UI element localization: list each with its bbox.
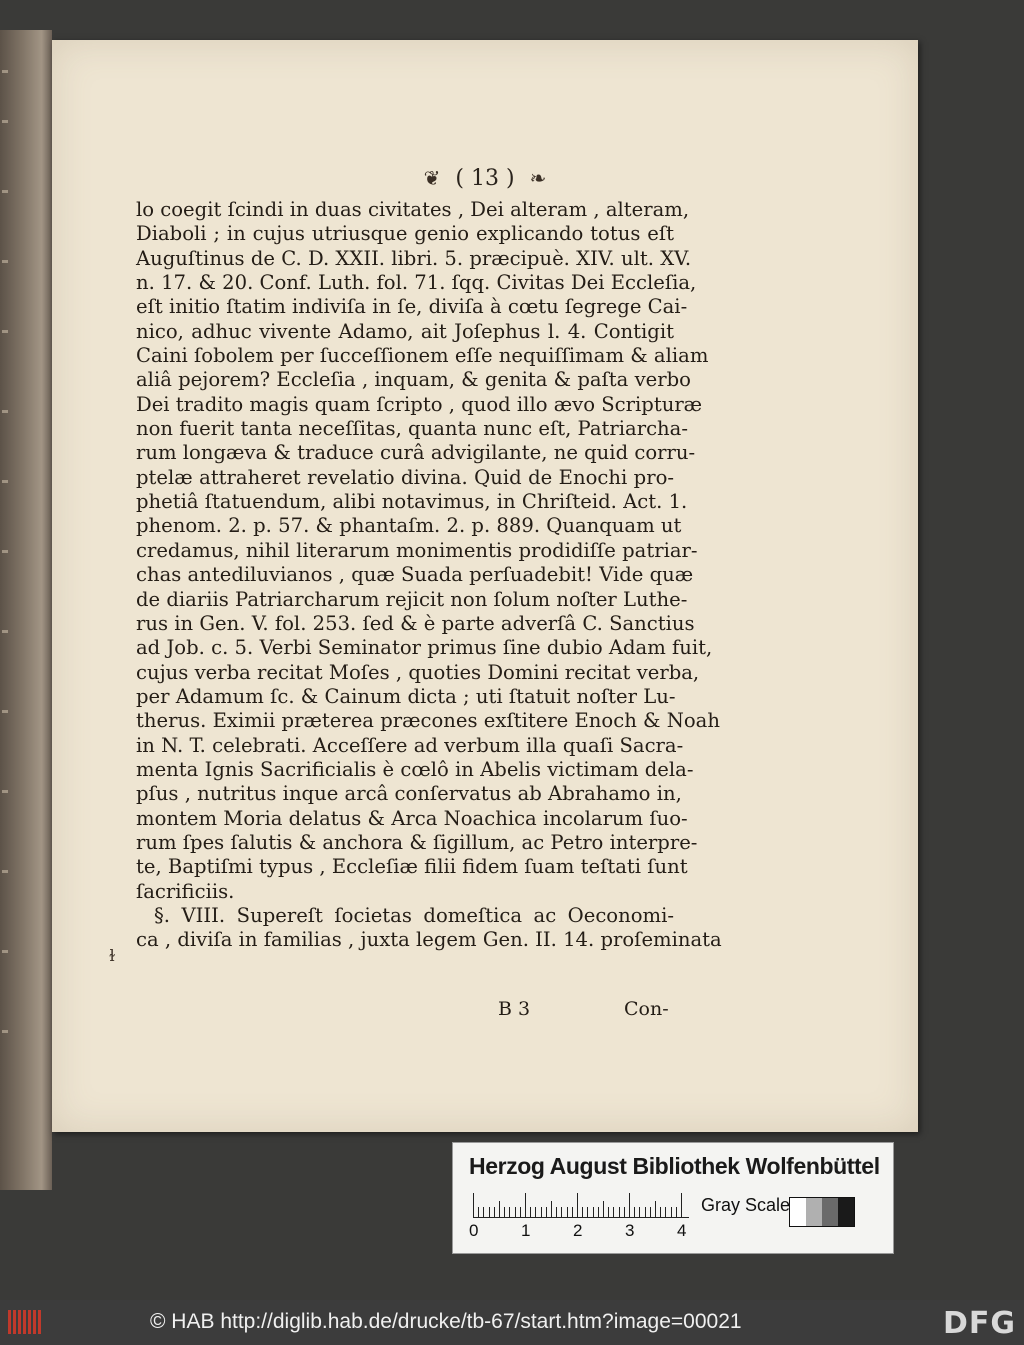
gray-scale-label: Gray Scale [701,1195,791,1215]
text-line: pſus , nutritus inque arcâ conſervatus ab Abrahamo in, [136,782,682,806]
library-name: Herzog August Bibliothek Wolfenbüttel [469,1153,880,1179]
gray-swatch-cell [806,1198,822,1226]
text-line: Dei tradito magis quam ſcripto , quod illo ævo Scripturæ [136,392,703,416]
left-ornament-icon: ❦ [423,166,441,190]
catchword: Con- [624,998,669,1020]
text-line: de diariis Patriarcharum rejicit non ſolum noſter Luthe- [136,587,688,611]
page-number: ( 13 ) [455,166,515,191]
ruler-tick [515,1207,516,1217]
text-line: Caini ſobolem per ſucceſſionem eſſe nequiſſimam & aliam [136,344,709,368]
ruler-tick [483,1207,484,1217]
text-line: Diaboli ; in cujus utriusque genio explicando totus eſt [136,222,674,246]
text-line: rum longæva & traduce curâ advigilante, ne quid corru- [136,441,696,465]
text-line: ad Job. c. 5. Verbi Seminator primus ſine dubio Adam fuit, [136,636,713,660]
ruler-tick [582,1207,583,1217]
ruler-tick [509,1207,510,1217]
ruler-tick [577,1193,578,1217]
ruler [473,1193,689,1218]
text-line: eſt initio ſtatim indiviſa in ſe, diviſa à cœtu ſegrege Cai- [136,295,688,319]
ruler-tick [608,1207,609,1217]
ruler-tick [541,1207,542,1217]
text-line: credamus, nihil literarum monimentis prodidiſſe patriar- [136,538,698,562]
ruler-tick [671,1207,672,1217]
ruler-tick [556,1207,557,1217]
copyright-url: © HAB http://diglib.hab.de/drucke/tb-67/start.htm?image=00021 [150,1310,742,1333]
ruler-tick [561,1207,562,1217]
text-line: te, Baptiſmi typus , Eccleſiæ filii fidem ſuam teſtati ſunt [136,855,688,879]
ruler-tick [619,1207,620,1217]
signature-mark: B 3 [498,998,531,1020]
text-line: nico, adhuc vivente Adamo, ait Joſephus l. 4. Contigit [136,319,674,343]
previous-page-edge [0,30,52,1190]
text-line: aliâ pejorem? Eccleſia , inquam, & genita & paſta verbo [136,368,691,392]
text-line: ptelæ attraheret revelatio divina. Quid de Enochi pro- [136,465,674,489]
ruler-tick [551,1201,552,1217]
text-line: therus. Eximii præterea præcones exſtitere Enoch & Noah [136,709,720,733]
gray-scale-swatch [789,1197,855,1227]
gray-swatch-cell [822,1198,838,1226]
text-line: non fuerit tanta neceſſitas, quanta nunc eſt, Patriarcha- [136,417,688,441]
ruler-tick [567,1207,568,1217]
ruler-tick [681,1193,682,1217]
ruler-tick [535,1207,536,1217]
ruler-tick [587,1207,588,1217]
text-line: rum ſpes ſalutis & anchora & ſigillum, ac Petro interpre- [136,830,698,854]
text-line: §. VIII. Supereſt ſocietas domeſtica ac Oeconomi- [154,903,674,927]
ruler-number: 1 [521,1221,531,1240]
text-line: Auguſtinus de C. D. XXII. libri. 5. præcipuè. XIV. ult. XV. [136,246,692,270]
ruler-tick [499,1201,500,1217]
text-line: phenom. 2. p. 57. & phantaſm. 2. p. 889. Quanquam ut [136,514,682,538]
ruler-tick [645,1207,646,1217]
gray-swatch-cell [838,1198,854,1226]
text-line: n. 17. & 20. Conf. Luth. fol. 71. ſqq. Civitas Dei Eccleſia, [136,271,697,295]
ruler-tick [473,1193,474,1217]
ruler-tick [525,1193,526,1217]
body-text [136,198,722,953]
page-header [52,166,918,191]
text-line: lo coegit ſcindi in duas civitates , Dei alteram , alteram, [136,198,690,221]
ruler-tick [660,1207,661,1217]
text-line: ſacrificiis. [136,879,235,903]
text-line: cujus verba recitat Moſes , quoties Domini recitat verba, [136,660,700,684]
text-line: phetiâ ſtatuendum, alibi notavimus, in Chriſteid. Act. 1. [136,490,688,514]
color-scale-card [452,1142,894,1254]
ruler-tick [530,1207,531,1217]
ruler-number: 2 [573,1221,583,1240]
ruler-tick [593,1207,594,1217]
scanned-page [52,40,918,1132]
ruler-tick [478,1207,479,1217]
text-line: rus in Gen. V. fol. 253. ſed & è parte adverſâ C. Sanctius [136,611,695,635]
ruler-tick [624,1207,625,1217]
ruler-number: 3 [625,1221,635,1240]
ruler-tick [520,1207,521,1217]
margin-mark: ɫ [109,946,116,965]
ruler-tick [650,1207,651,1217]
ruler-tick [546,1207,547,1217]
ruler-tick [634,1207,635,1217]
text-line: in N. T. celebrati. Acceſſere ad verbum illa quaſi Sacra- [136,733,684,757]
footer-bar [0,1300,1024,1345]
ruler-tick [613,1207,614,1217]
ruler-tick [603,1201,604,1217]
text-line: chas antediluvianos , quæ Suada perſuadebit! Vide quæ [136,563,694,587]
ruler-tick [494,1207,495,1217]
ruler-tick [676,1207,677,1217]
ruler-tick [655,1201,656,1217]
ruler-tick [489,1207,490,1217]
ruler-tick [665,1207,666,1217]
right-ornament-icon: ❧ [529,166,547,190]
dfg-logo: DFG [942,1306,1016,1341]
ruler-tick [629,1193,630,1217]
ruler-tick [572,1207,573,1217]
hab-barcode-icon [8,1310,42,1334]
ruler-number: 4 [677,1221,687,1240]
text-line: ca , diviſa in familias , juxta legem Gen. II. 14. proſeminata [136,928,722,952]
ruler-tick [639,1207,640,1217]
ruler-tick [598,1207,599,1217]
text-line: menta Ignis Sacrificialis è cœlô in Abelis victimam dela- [136,757,694,781]
text-line: per Adamum ſc. & Cainum dicta ; uti ſtatuit noſter Lu- [136,684,676,708]
gray-swatch-cell [790,1198,806,1226]
ruler-number: 0 [469,1221,479,1240]
ruler-tick [504,1207,505,1217]
text-line: montem Moria delatus & Arca Noachica incolarum ſuo- [136,806,688,830]
